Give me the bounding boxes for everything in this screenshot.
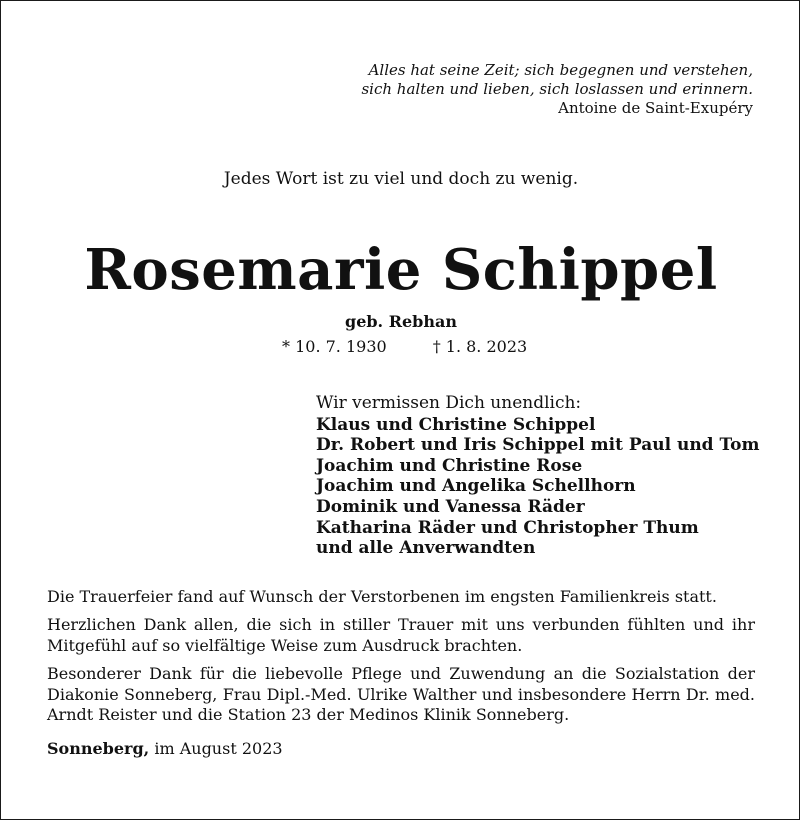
- death-date: † 1. 8. 2023: [432, 337, 528, 356]
- life-dates: [282, 337, 527, 356]
- quote-author: Antoine de Saint-Exupéry: [558, 99, 753, 117]
- paragraph-funeral: Die Trauerfeier fand auf Wunsch der Verstorbenen im engsten Familienkreis statt.: [47, 587, 717, 606]
- place-and-date: [47, 739, 283, 758]
- mourner-name: Joachim und Angelika Schellhorn: [316, 476, 636, 497]
- paragraph-thanks: Herzlichen Dank allen, die sich in stiller Trauer mit uns verbunden fühlten und ihr Mitgefühl auf so vielfältige Weise zum Ausdruck brachten.: [47, 615, 755, 655]
- paragraph-special-thanks: Besonderer Dank für die liebevolle Pflege und Zuwendung an die Sozialstation der Diakonie Sonneberg, Frau Dipl.-Med. Ulrike Walther und insbesondere Herrn Dr. med. Arndt Reister und die Station 23 der Medinos Klinik Sonneberg.: [47, 664, 755, 724]
- mourner-name: Katharina Räder und Christopher Thum: [316, 517, 699, 538]
- date: im August 2023: [154, 739, 283, 758]
- deceased-name: Rosemarie Schippel: [84, 237, 718, 303]
- mourner-name: und alle Anverwandten: [316, 538, 536, 559]
- mourner-name: Dominik und Vanessa Räder: [316, 496, 585, 517]
- mourners-list: [316, 393, 760, 559]
- birth-name: geb. Rebhan: [345, 312, 457, 331]
- birth-date: * 10. 7. 1930: [282, 337, 387, 356]
- mourners-intro: Wir vermissen Dich unendlich:: [316, 393, 582, 413]
- epigraph-quote: [333, 61, 753, 118]
- quote-line-1: Alles hat seine Zeit; sich begegnen und verstehen,: [368, 61, 753, 79]
- mourner-name: Klaus und Christine Schippel: [316, 414, 596, 435]
- motto: Jedes Wort ist zu viel und doch zu wenig.: [223, 169, 579, 189]
- quote-line-2: sich halten und lieben, sich loslassen und erinnern.: [361, 80, 753, 98]
- place: Sonneberg,: [47, 739, 150, 758]
- mourner-name: Joachim und Christine Rose: [316, 455, 583, 476]
- mourner-name: Dr. Robert und Iris Schippel mit Paul und Tom: [316, 435, 760, 456]
